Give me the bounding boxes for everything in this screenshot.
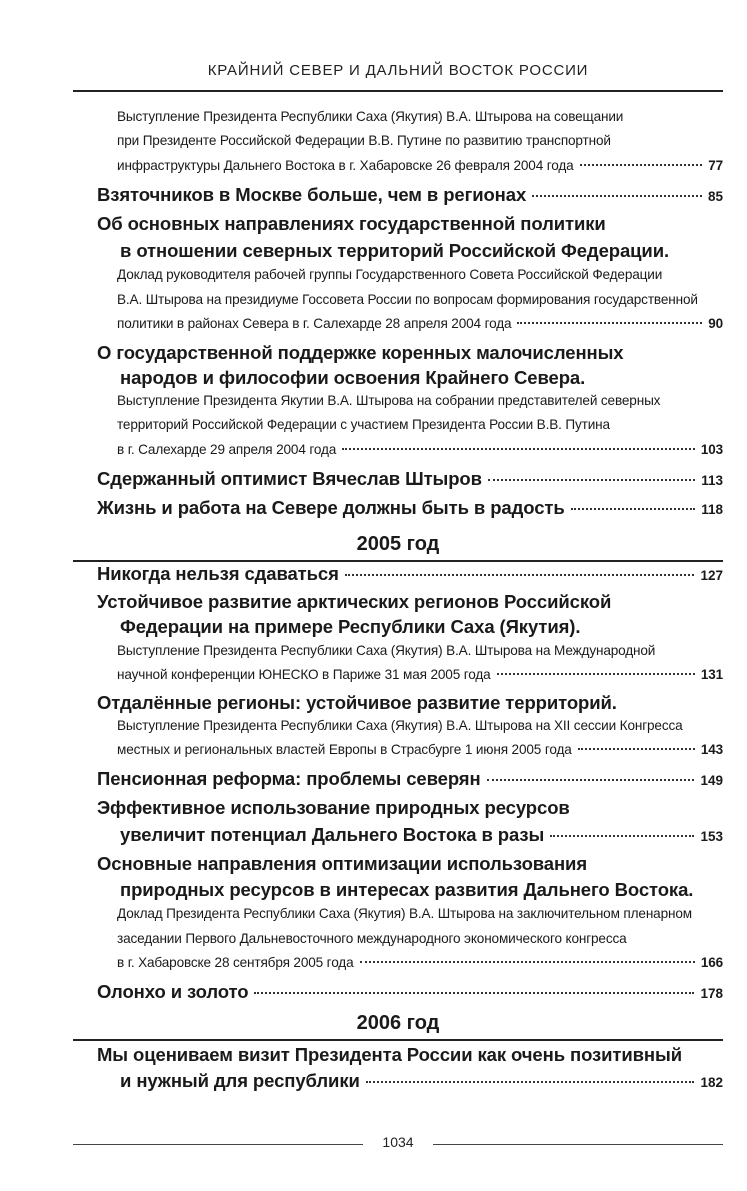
toc-entry[interactable] (97, 563, 723, 585)
page-number: 182 (700, 1075, 723, 1090)
toc-entry-last-line[interactable] (117, 955, 723, 970)
toc-entry-last-line[interactable] (117, 442, 723, 457)
toc-entry-title[interactable]: Отдалённые регионы: устойчивое развитие территорий. (97, 692, 617, 713)
page-number: 166 (700, 955, 723, 970)
toc-entry-title: Жизнь и работа на Севере должны быть в радость (97, 497, 565, 518)
toc-entry-title[interactable]: Основные направления оптимизации использования (97, 853, 588, 874)
page-number: 90 (708, 316, 723, 331)
toc-entry[interactable] (97, 497, 723, 519)
section-rule (73, 560, 723, 562)
toc-entry-last-line[interactable] (117, 316, 723, 331)
toc-entry-title: и нужный для республики (120, 1070, 360, 1091)
toc-entry-subtitle: в г. Салехарде 29 апреля 2004 года (117, 442, 337, 457)
toc-entry[interactable] (97, 768, 723, 790)
toc-entry-title[interactable]: Об основных направлениях государственной политики (97, 213, 606, 234)
page-number: 118 (701, 502, 723, 517)
toc-entry-subtitle: Выступление Президента Республики Саха (Якутия) В.А. Штырова на совещании (117, 109, 624, 124)
toc-entry-last-line[interactable] (117, 742, 723, 757)
toc-entry-subtitle: В.А. Штырова на президиуме Госсовета России по вопросам формирования государственной (117, 292, 698, 307)
toc-entry[interactable] (97, 468, 723, 490)
toc-entry-subtitle: территорий Российской Федерации с участием Президента России В.В. Путина (117, 417, 610, 432)
toc-entry-title: Никогда нельзя сдаваться (97, 563, 339, 584)
page-footer (73, 1134, 723, 1154)
year-heading-2006: 2006 год (356, 1012, 440, 1034)
header-rule (73, 90, 723, 92)
dot-leader (550, 835, 694, 837)
footer-page-number-wrap (73, 1134, 723, 1150)
dot-leader (578, 748, 695, 750)
toc-entry-subtitle: Выступление Президента Республики Саха (Якутия) В.А. Штырова на XII сессии Конгресса (117, 718, 683, 733)
toc-entry-subtitle: Выступление Президента Якутии В.А. Штырова на собрании представителей северных (117, 393, 661, 408)
toc-entry-subtitle: политики в районах Севера в г. Салехарде 28 апреля 2004 года (117, 316, 512, 331)
running-header: КРАЙНИЙ СЕВЕР И ДАЛЬНИЙ ВОСТОК РОССИИ (207, 62, 589, 79)
toc-entry-title[interactable]: Устойчивое развитие арктических регионов Российской (97, 591, 612, 612)
dot-leader (532, 195, 702, 197)
page-number: 178 (700, 986, 723, 1001)
dot-leader (517, 322, 702, 324)
toc-entry-subtitle: при Президенте Российской Федерации В.В. Путине по развитию транспортной (117, 133, 611, 148)
toc-entry-title[interactable]: в отношении северных территорий Российской Федерации. (120, 240, 670, 261)
toc-entry-title[interactable]: Федерации на примере Республики Саха (Якутия). (120, 616, 581, 637)
toc-entry[interactable] (97, 184, 723, 206)
toc-entry-subtitle: в г. Хабаровске 28 сентября 2005 года (117, 955, 354, 970)
dot-leader (366, 1081, 695, 1083)
page-number: 127 (700, 568, 723, 583)
toc-entry-subtitle: Доклад Президента Республики Саха (Якутия) В.А. Штырова на заключительном пленарном (117, 906, 692, 921)
dot-leader (580, 164, 703, 166)
dot-leader (488, 479, 695, 481)
toc-entry-last-line[interactable] (117, 158, 723, 173)
footer-page-number: 1034 (374, 1134, 421, 1150)
dot-leader (345, 574, 695, 576)
toc-entry-title: Взяточников в Москве больше, чем в регионах (97, 184, 527, 205)
toc-entry-last-line[interactable] (117, 667, 723, 682)
toc-entry-title[interactable]: О государственной поддержке коренных малочисленных (97, 342, 624, 363)
toc-entry-subtitle: заседании Первого Дальневосточного международного экономического конгресса (117, 931, 627, 946)
toc-entry[interactable] (97, 981, 723, 1003)
dot-leader (497, 673, 695, 675)
toc-entry[interactable] (120, 824, 723, 846)
toc-entry-title: Сдержанный оптимист Вячеслав Штыров (97, 468, 482, 489)
toc-entry-subtitle: местных и региональных властей Европы в Страсбурге 1 июня 2005 года (117, 742, 572, 757)
page-number: 77 (708, 158, 723, 173)
dot-leader (360, 961, 695, 963)
section-rule (73, 1039, 723, 1041)
toc-entry-title: увеличит потенциал Дальнего Востока в разы (120, 824, 545, 845)
dot-leader (487, 779, 695, 781)
dot-leader (254, 992, 694, 994)
toc-entry-title[interactable]: народов и философии освоения Крайнего Севера. (120, 367, 586, 388)
page-number: 103 (700, 442, 723, 457)
dot-leader (571, 508, 696, 510)
year-heading-2005: 2005 год (356, 533, 440, 555)
page-number: 143 (700, 742, 723, 757)
page-number: 131 (700, 667, 723, 682)
toc-entry-title[interactable]: Мы оцениваем визит Президента России как очень позитивный (97, 1044, 682, 1065)
toc-entry-subtitle: Выступление Президента Республики Саха (Якутия) В.А. Штырова на Международной (117, 643, 656, 658)
toc-entry-title: Олонхо и золото (97, 981, 249, 1002)
page-number: 85 (707, 189, 723, 204)
toc-entry-subtitle: инфраструктуры Дальнего Востока в г. Хабаровске 26 февраля 2004 года (117, 158, 574, 173)
dot-leader (342, 448, 695, 450)
toc-entry-title: Пенсионная реформа: проблемы северян (97, 768, 481, 789)
page-number: 113 (701, 473, 723, 488)
page-number: 153 (700, 829, 723, 844)
toc-entry[interactable] (120, 1070, 723, 1092)
toc-entry-title[interactable]: природных ресурсов в интересах развития Дальнего Востока. (120, 879, 694, 900)
toc-entry-subtitle: Доклад руководителя рабочей группы Государственного Совета Российской Федерации (117, 267, 663, 282)
toc-entry-subtitle: научной конференции ЮНЕСКО в Париже 31 мая 2005 года (117, 667, 491, 682)
toc-entry-title[interactable]: Эффективное использование природных ресурсов (97, 797, 570, 818)
page-number: 149 (700, 773, 723, 788)
